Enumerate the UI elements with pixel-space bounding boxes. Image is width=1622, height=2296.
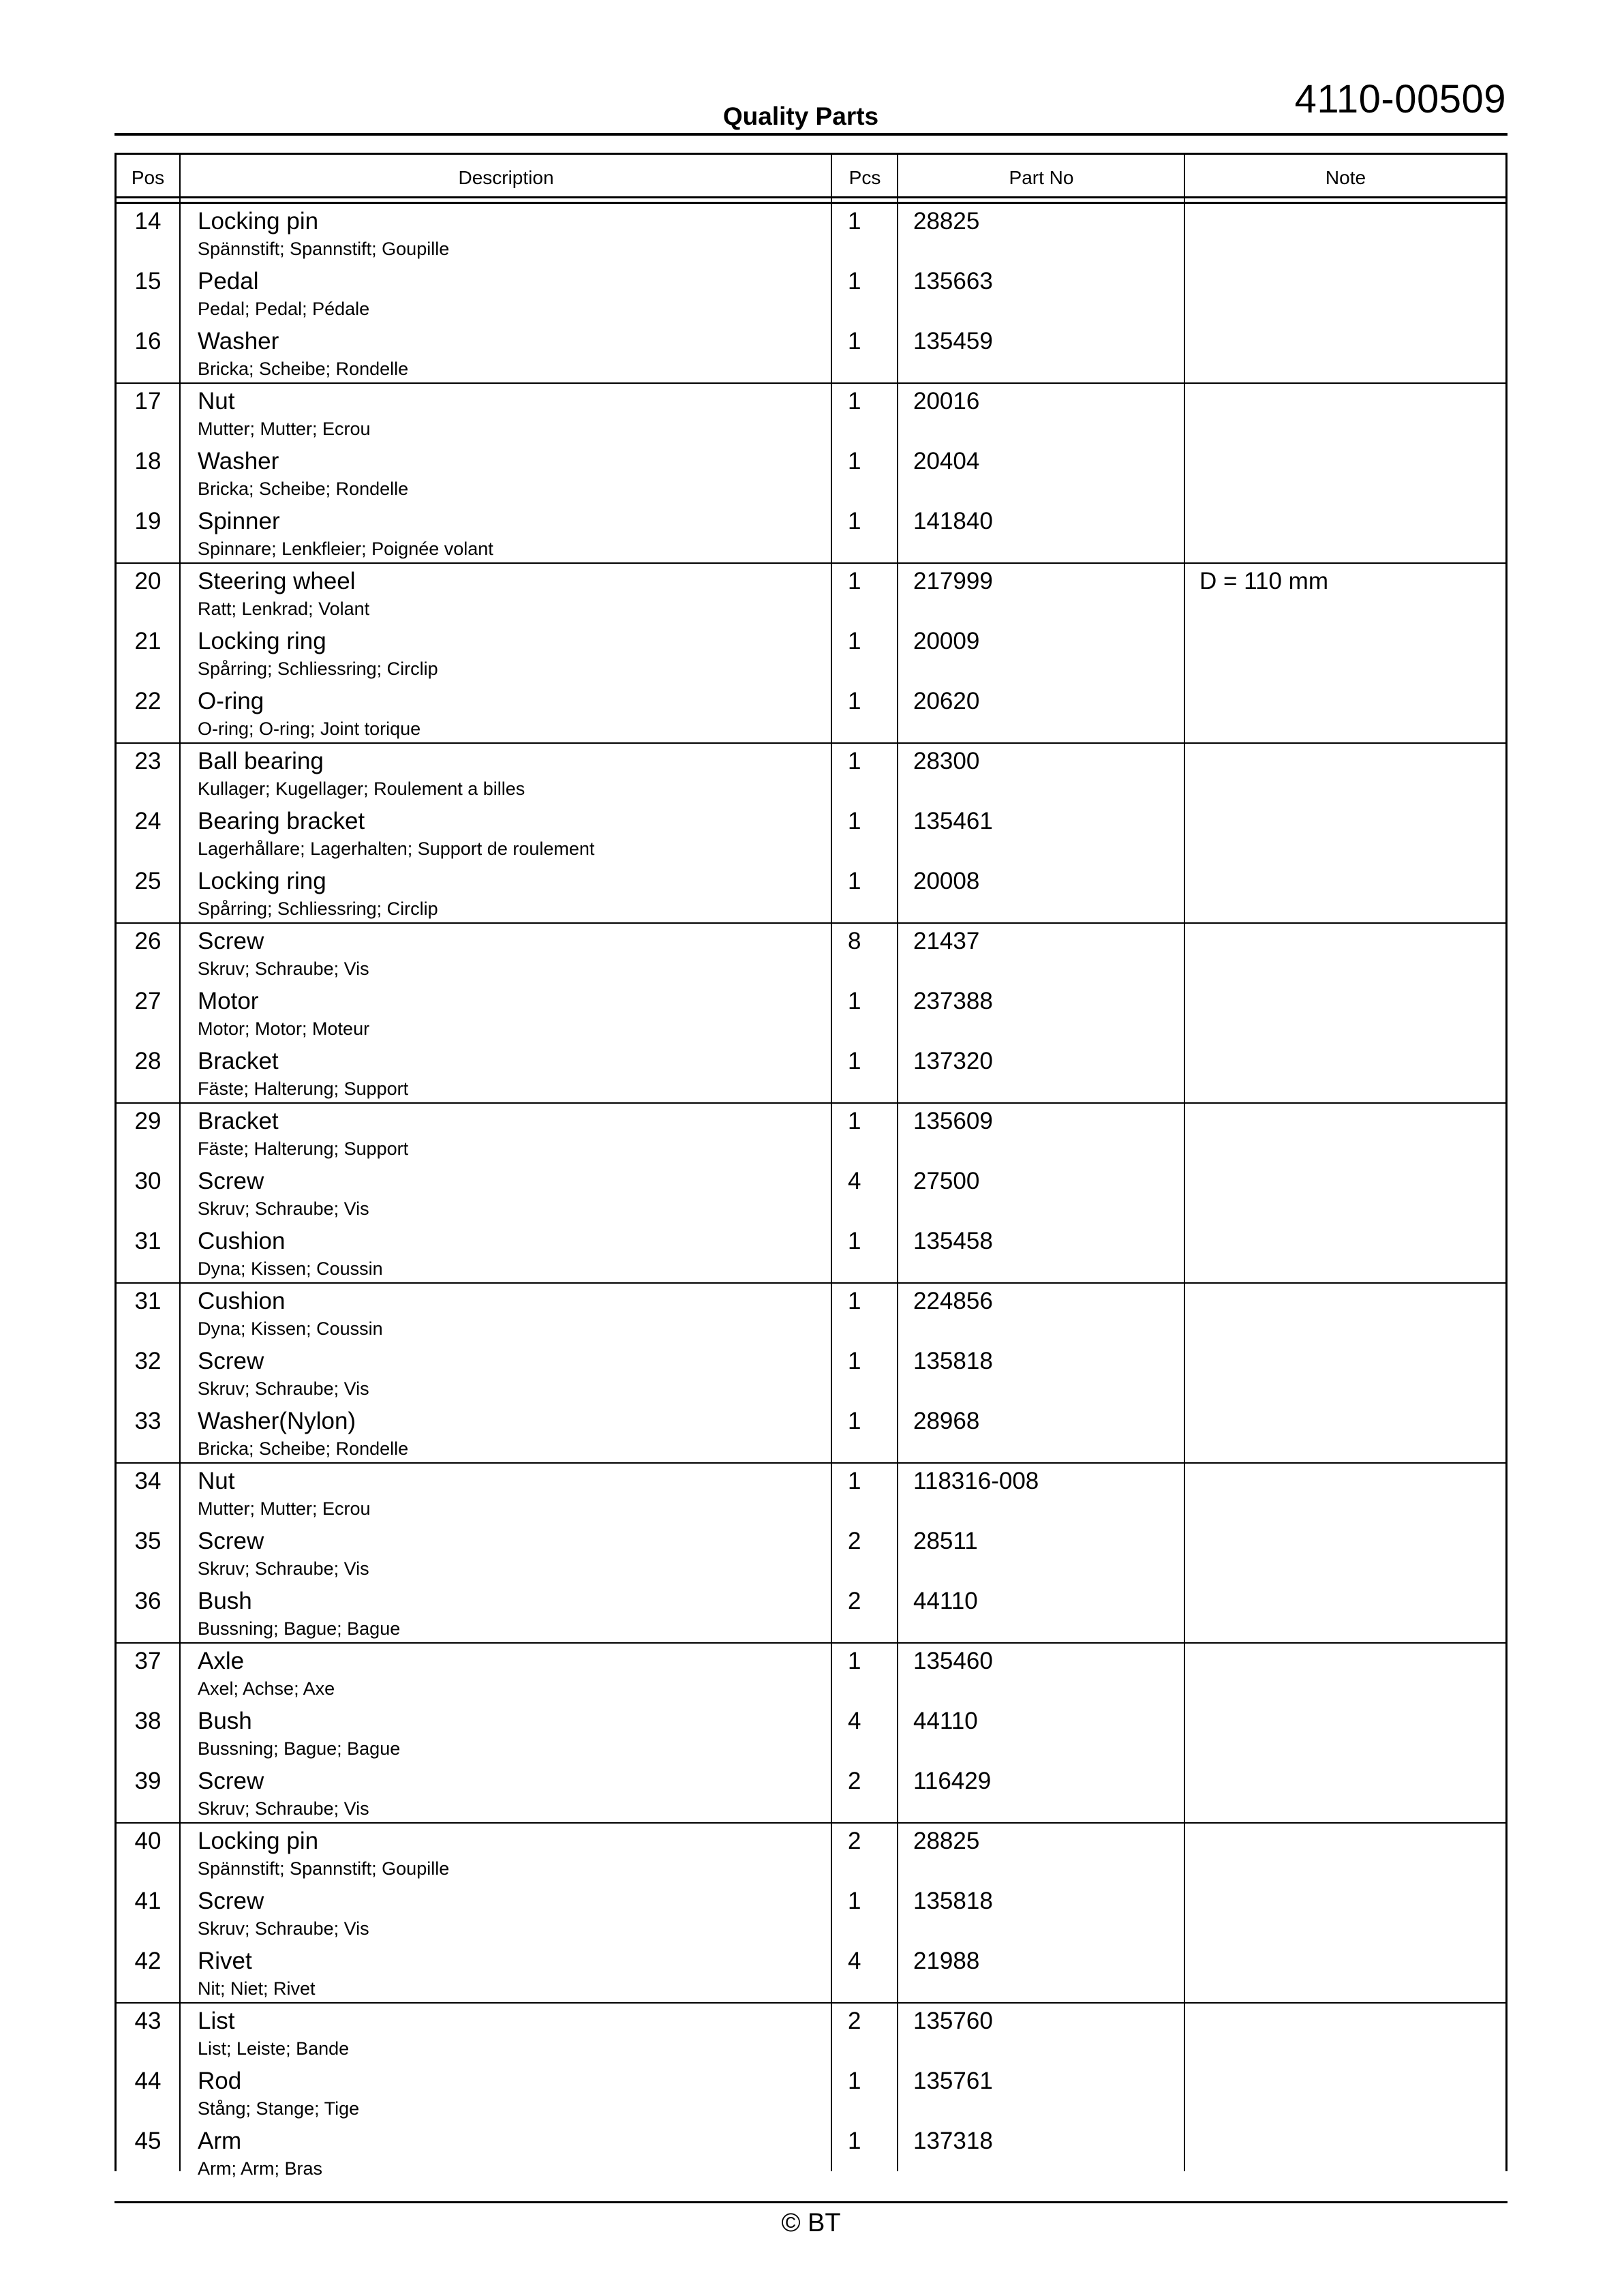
part-translations: Spårring; Schliessring; Circlip bbox=[198, 659, 438, 679]
position-number: 18 bbox=[134, 448, 162, 474]
row-group bbox=[117, 564, 1505, 744]
table-row bbox=[117, 864, 1505, 924]
table-row bbox=[117, 444, 1505, 504]
table-row bbox=[117, 1584, 1505, 1644]
part-name: Spinner bbox=[198, 508, 280, 534]
table-row bbox=[117, 1464, 1505, 1524]
table-row bbox=[117, 984, 1505, 1044]
part-name: Screw bbox=[198, 928, 264, 954]
part-number: 116429 bbox=[913, 1768, 992, 1794]
part-number: 27500 bbox=[913, 1168, 980, 1194]
part-translations: Mutter; Mutter; Ecrou bbox=[198, 419, 371, 439]
part-name: Washer bbox=[198, 448, 279, 474]
quantity: 1 bbox=[848, 628, 861, 654]
table-row bbox=[117, 1524, 1505, 1584]
part-translations: Fäste; Halterung; Support bbox=[198, 1078, 409, 1099]
part-translations: Skruv; Schraube; Vis bbox=[198, 958, 369, 979]
quantity: 1 bbox=[848, 1888, 861, 1914]
part-number: 237388 bbox=[913, 988, 993, 1014]
quantity: 2 bbox=[848, 1768, 861, 1794]
position-number: 43 bbox=[134, 2008, 162, 2034]
part-name: Nut bbox=[198, 388, 235, 414]
position-number: 16 bbox=[134, 328, 162, 354]
part-name: Nut bbox=[198, 1468, 235, 1494]
quantity: 2 bbox=[848, 1828, 861, 1854]
table-row bbox=[117, 684, 1505, 744]
position-number: 24 bbox=[134, 808, 162, 834]
quantity: 2 bbox=[848, 2008, 861, 2034]
quantity: 1 bbox=[848, 1108, 861, 1134]
part-translations: Spännstift; Spannstift; Goupille bbox=[198, 1858, 450, 1879]
row-group bbox=[117, 924, 1505, 1104]
part-translations: Bricka; Scheibe; Rondelle bbox=[198, 479, 409, 499]
position-number: 34 bbox=[134, 1468, 162, 1494]
part-number: 44110 bbox=[913, 1708, 978, 1734]
quantity: 1 bbox=[848, 1228, 861, 1254]
part-number: 20016 bbox=[913, 388, 980, 414]
part-translations: Spännstift; Spannstift; Goupille bbox=[198, 239, 450, 259]
part-translations: Nit; Niet; Rivet bbox=[198, 1978, 316, 1999]
part-name: Bush bbox=[198, 1588, 252, 1614]
part-translations: Skruv; Schraube; Vis bbox=[198, 1918, 369, 1939]
quantity: 1 bbox=[848, 1048, 861, 1074]
part-name: Locking ring bbox=[198, 868, 326, 894]
document-number: 4110-00509 bbox=[1294, 77, 1506, 121]
quantity: 1 bbox=[848, 208, 861, 235]
part-translations: Skruv; Schraube; Vis bbox=[198, 1798, 369, 1819]
column-header-note: Note bbox=[1325, 167, 1366, 188]
part-name: Locking ring bbox=[198, 628, 326, 654]
quantity: 1 bbox=[848, 1348, 861, 1374]
part-name: O-ring bbox=[198, 688, 264, 714]
position-number: 26 bbox=[134, 928, 162, 954]
part-number: 21988 bbox=[913, 1948, 980, 1974]
part-translations: Axel; Achse; Axe bbox=[198, 1678, 335, 1699]
part-translations: Pedal; Pedal; Pédale bbox=[198, 299, 370, 319]
table-row bbox=[117, 1824, 1505, 1884]
part-name: Cushion bbox=[198, 1228, 286, 1254]
part-number: 28300 bbox=[913, 748, 980, 774]
part-number: 20009 bbox=[913, 628, 980, 654]
table-row bbox=[117, 2004, 1505, 2064]
part-number: 135461 bbox=[913, 808, 993, 834]
table-row bbox=[117, 1944, 1505, 2004]
quantity: 1 bbox=[848, 748, 861, 774]
table-row bbox=[117, 1704, 1505, 1764]
quantity: 1 bbox=[848, 268, 861, 294]
part-translations: Dyna; Kissen; Coussin bbox=[198, 1318, 383, 1339]
part-translations: Skruv; Schraube; Vis bbox=[198, 1558, 369, 1579]
table-row bbox=[117, 1284, 1505, 1344]
part-number: 137318 bbox=[913, 2128, 993, 2154]
part-number: 135458 bbox=[913, 1228, 993, 1254]
column-header-pcs: Pcs bbox=[848, 167, 881, 188]
row-group bbox=[117, 1824, 1505, 2004]
table-row bbox=[117, 1764, 1505, 1824]
part-number: 21437 bbox=[913, 928, 980, 954]
column-header-row bbox=[117, 155, 1505, 197]
part-translations: Skruv; Schraube; Vis bbox=[198, 1198, 369, 1219]
part-name: Screw bbox=[198, 1348, 264, 1374]
part-number: 135760 bbox=[913, 2008, 993, 2034]
part-number: 20008 bbox=[913, 868, 980, 894]
part-translations: Skruv; Schraube; Vis bbox=[198, 1378, 369, 1399]
table-row bbox=[117, 1044, 1505, 1104]
table-row bbox=[117, 1344, 1505, 1404]
row-group bbox=[117, 1284, 1505, 1464]
part-translations: Motor; Motor; Moteur bbox=[198, 1018, 370, 1039]
row-group bbox=[117, 204, 1505, 384]
position-number: 41 bbox=[134, 1888, 162, 1914]
part-name: List bbox=[198, 2008, 235, 2034]
part-number: 20404 bbox=[913, 448, 980, 474]
position-number: 31 bbox=[134, 1288, 162, 1314]
part-name: Washer bbox=[198, 328, 279, 354]
table-row bbox=[117, 924, 1505, 984]
part-translations: Bricka; Scheibe; Rondelle bbox=[198, 359, 409, 379]
part-name: Axle bbox=[198, 1648, 245, 1674]
part-translations: Kullager; Kugellager; Roulement a billes bbox=[198, 779, 525, 799]
part-translations: Dyna; Kissen; Coussin bbox=[198, 1258, 383, 1279]
part-translations: Lagerhållare; Lagerhalten; Support de roulement bbox=[198, 839, 595, 859]
part-translations: Stång; Stange; Tige bbox=[198, 2098, 360, 2119]
part-name: Bracket bbox=[198, 1108, 279, 1134]
quantity: 1 bbox=[848, 508, 861, 534]
part-number: 141840 bbox=[913, 508, 993, 534]
quantity: 1 bbox=[848, 448, 861, 474]
quantity: 1 bbox=[848, 2128, 861, 2154]
table-row bbox=[117, 1404, 1505, 1464]
part-translations: Spinnare; Lenkfleier; Poignée volant bbox=[198, 539, 493, 559]
position-number: 28 bbox=[134, 1048, 162, 1074]
part-name: Screw bbox=[198, 1768, 264, 1794]
table-row bbox=[117, 564, 1505, 624]
position-number: 37 bbox=[134, 1648, 162, 1674]
quantity: 4 bbox=[848, 1948, 861, 1974]
position-number: 23 bbox=[134, 748, 162, 774]
quantity: 4 bbox=[848, 1168, 861, 1194]
part-name: Screw bbox=[198, 1168, 264, 1194]
quantity: 1 bbox=[848, 328, 861, 354]
quantity: 1 bbox=[848, 1648, 861, 1674]
part-name: Locking pin bbox=[198, 1828, 319, 1854]
quantity: 1 bbox=[848, 388, 861, 414]
parts-table bbox=[114, 153, 1508, 2179]
part-number: 28825 bbox=[913, 1828, 980, 1854]
table-row bbox=[117, 2124, 1505, 2184]
part-number: 135663 bbox=[913, 268, 993, 294]
table-row bbox=[117, 264, 1505, 324]
part-number: 137320 bbox=[913, 1048, 993, 1074]
part-number: 44110 bbox=[913, 1588, 978, 1614]
part-number: 224856 bbox=[913, 1288, 993, 1314]
footer-rule bbox=[114, 2201, 1508, 2203]
position-number: 29 bbox=[134, 1108, 162, 1134]
part-number: 217999 bbox=[913, 568, 993, 594]
table-row bbox=[117, 504, 1505, 564]
part-number: 28825 bbox=[913, 208, 980, 235]
part-number: 135459 bbox=[913, 328, 993, 354]
table-row bbox=[117, 1224, 1505, 1284]
quantity: 2 bbox=[848, 1588, 861, 1614]
table-row bbox=[117, 804, 1505, 864]
quantity: 1 bbox=[848, 868, 861, 894]
quantity: 1 bbox=[848, 1408, 861, 1434]
position-number: 32 bbox=[134, 1348, 162, 1374]
part-number: 135609 bbox=[913, 1108, 993, 1134]
quantity: 1 bbox=[848, 1288, 861, 1314]
position-number: 35 bbox=[134, 1528, 162, 1554]
row-group bbox=[117, 2004, 1505, 2184]
part-translations: Ratt; Lenkrad; Volant bbox=[198, 599, 370, 619]
position-number: 17 bbox=[134, 388, 162, 414]
row-group bbox=[117, 1464, 1505, 1644]
table-row bbox=[117, 1884, 1505, 1944]
position-number: 15 bbox=[134, 268, 162, 294]
part-name: Arm bbox=[198, 2128, 242, 2154]
position-number: 19 bbox=[134, 508, 162, 534]
table-row bbox=[117, 2064, 1505, 2124]
part-name: Cushion bbox=[198, 1288, 286, 1314]
table-row bbox=[117, 1644, 1505, 1704]
quantity: 1 bbox=[848, 1468, 861, 1494]
position-number: 21 bbox=[134, 628, 162, 654]
part-name: Washer(Nylon) bbox=[198, 1408, 356, 1434]
part-translations: O-ring; O-ring; Joint torique bbox=[198, 719, 421, 739]
position-number: 40 bbox=[134, 1828, 162, 1854]
row-group bbox=[117, 1644, 1505, 1824]
header-rule bbox=[114, 133, 1508, 136]
position-number: 36 bbox=[134, 1588, 162, 1614]
position-number: 45 bbox=[134, 2128, 162, 2154]
part-translations: Arm; Arm; Bras bbox=[198, 2158, 323, 2179]
quantity: 4 bbox=[848, 1708, 861, 1734]
position-number: 39 bbox=[134, 1768, 162, 1794]
part-name: Steering wheel bbox=[198, 568, 356, 594]
position-number: 22 bbox=[134, 688, 162, 714]
quantity: 1 bbox=[848, 688, 861, 714]
position-number: 20 bbox=[134, 568, 162, 594]
part-number: 20620 bbox=[913, 688, 980, 714]
position-number: 31 bbox=[134, 1228, 162, 1254]
quantity: 1 bbox=[848, 988, 861, 1014]
quantity: 1 bbox=[848, 568, 861, 594]
part-name: Ball bearing bbox=[198, 748, 324, 774]
position-number: 27 bbox=[134, 988, 162, 1014]
part-name: Bracket bbox=[198, 1048, 279, 1074]
note: D = 110 mm bbox=[1199, 568, 1328, 594]
footer-copyright: © BT bbox=[781, 2209, 841, 2237]
position-number: 14 bbox=[134, 208, 162, 235]
table-row bbox=[117, 744, 1505, 804]
table-row bbox=[117, 1104, 1505, 1164]
part-name: Bearing bracket bbox=[198, 808, 365, 834]
part-number: 135818 bbox=[913, 1888, 993, 1914]
quantity: 1 bbox=[848, 808, 861, 834]
position-number: 42 bbox=[134, 1948, 162, 1974]
table-row bbox=[117, 1164, 1505, 1224]
part-translations: Mutter; Mutter; Ecrou bbox=[198, 1498, 371, 1519]
part-number: 135460 bbox=[913, 1648, 993, 1674]
part-name: Screw bbox=[198, 1528, 264, 1554]
row-group bbox=[117, 744, 1505, 924]
part-number: 118316-008 bbox=[913, 1468, 1039, 1494]
header-divider-top bbox=[117, 196, 1505, 198]
quantity: 2 bbox=[848, 1528, 861, 1554]
part-name: Rivet bbox=[198, 1948, 252, 1974]
part-number: 135818 bbox=[913, 1348, 993, 1374]
page-title: Quality Parts bbox=[722, 102, 879, 130]
part-translations: List; Leiste; Bande bbox=[198, 2038, 350, 2059]
position-number: 25 bbox=[134, 868, 162, 894]
table-row bbox=[117, 624, 1505, 684]
table-row bbox=[117, 384, 1505, 444]
quantity: 1 bbox=[848, 2068, 861, 2094]
position-number: 30 bbox=[134, 1168, 162, 1194]
part-name: Screw bbox=[198, 1888, 264, 1914]
position-number: 38 bbox=[134, 1708, 162, 1734]
column-header-pos: Pos bbox=[131, 167, 165, 188]
part-name: Bush bbox=[198, 1708, 252, 1734]
table-row bbox=[117, 204, 1505, 264]
row-group bbox=[117, 1104, 1505, 1284]
part-name: Rod bbox=[198, 2068, 242, 2094]
part-number: 135761 bbox=[913, 2068, 993, 2094]
part-name: Pedal bbox=[198, 268, 259, 294]
part-name: Locking pin bbox=[198, 208, 319, 235]
part-number: 28968 bbox=[913, 1408, 980, 1434]
part-translations: Bussning; Bague; Bague bbox=[198, 1618, 401, 1639]
part-translations: Fäste; Halterung; Support bbox=[198, 1138, 409, 1159]
table-row bbox=[117, 324, 1505, 384]
part-translations: Bussning; Bague; Bague bbox=[198, 1738, 401, 1759]
row-group bbox=[117, 384, 1505, 564]
column-header-part-no: Part No bbox=[1009, 167, 1074, 188]
position-number: 44 bbox=[134, 2068, 162, 2094]
part-translations: Bricka; Scheibe; Rondelle bbox=[198, 1438, 409, 1459]
quantity: 8 bbox=[848, 928, 861, 954]
part-translations: Spårring; Schliessring; Circlip bbox=[198, 898, 438, 919]
position-number: 33 bbox=[134, 1408, 162, 1434]
part-name: Motor bbox=[198, 988, 259, 1014]
part-number: 28511 bbox=[913, 1528, 978, 1554]
column-header-description: Description bbox=[458, 167, 554, 188]
